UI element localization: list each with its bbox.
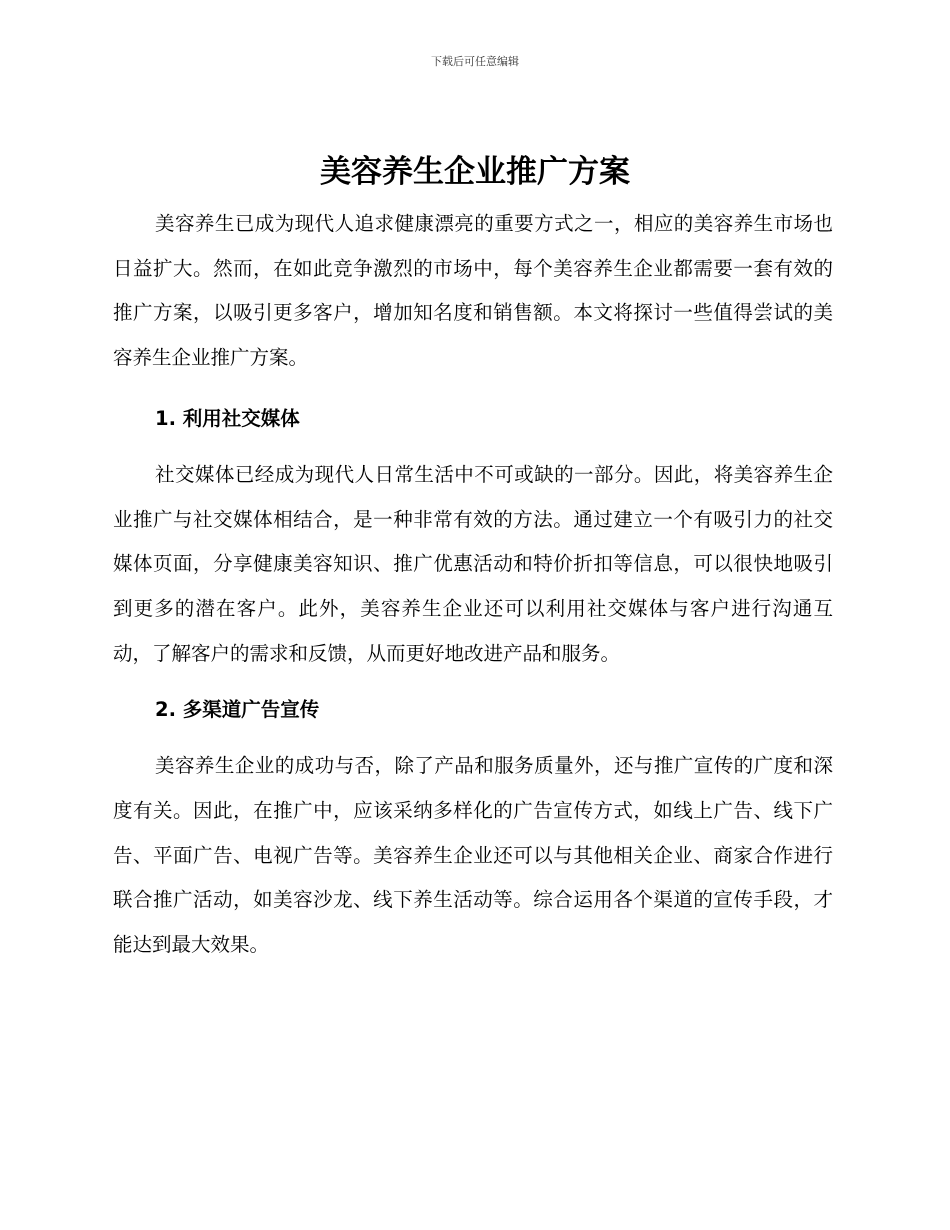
section-body-multichannel-ads: 美容养生企业的成功与否，除了产品和服务质量外，还与推广宣传的广度和深度有关。因此，在推广中，应该采纳多样化的广告宣传方式，如线上广告、线下广告、平面广告、电视广告等。美容养生企业还可以与其他相关企业、商家合作进行联合推广活动，如美容沙龙、线下养生活动等。综合运用各个渠道的宣传手段，才能达到最大效果。 xyxy=(113,754,833,957)
document-title: 美容养生企业推广方案 xyxy=(320,154,630,190)
header-note: 下载后可任意编辑 xyxy=(431,55,519,68)
document-body xyxy=(113,202,833,968)
section-body-social-media: 社交媒体已经成为现代人日常生活中不可或缺的一部分。因此，将美容养生企业推广与社交媒体相结合，是一种非常有效的方法。通过建立一个有吸引力的社交媒体页面，分享健康美容知识、推广优惠活动和特价折扣等信息，可以很快地吸引到更多的潜在客户。此外，美容养生企业还可以利用社交媒体与客户进行沟通互动，了解客户的需求和反馈，从而更好地改进产品和服务。 xyxy=(113,462,833,665)
intro-paragraph: 美容养生已成为现代人追求健康漂亮的重要方式之一，相应的美容养生市场也日益扩大。然而，在如此竞争激烈的市场中，每个美容养生企业都需要一套有效的推广方案，以吸引更多客户，增加知名度和销售额。本文将探讨一些值得尝试的美容养生企业推广方案。 xyxy=(113,212,833,370)
section-heading-multichannel-ads: 2. 多渠道广告宣传 xyxy=(155,698,320,722)
section-heading-social-media: 1. 利用社交媒体 xyxy=(155,406,300,430)
